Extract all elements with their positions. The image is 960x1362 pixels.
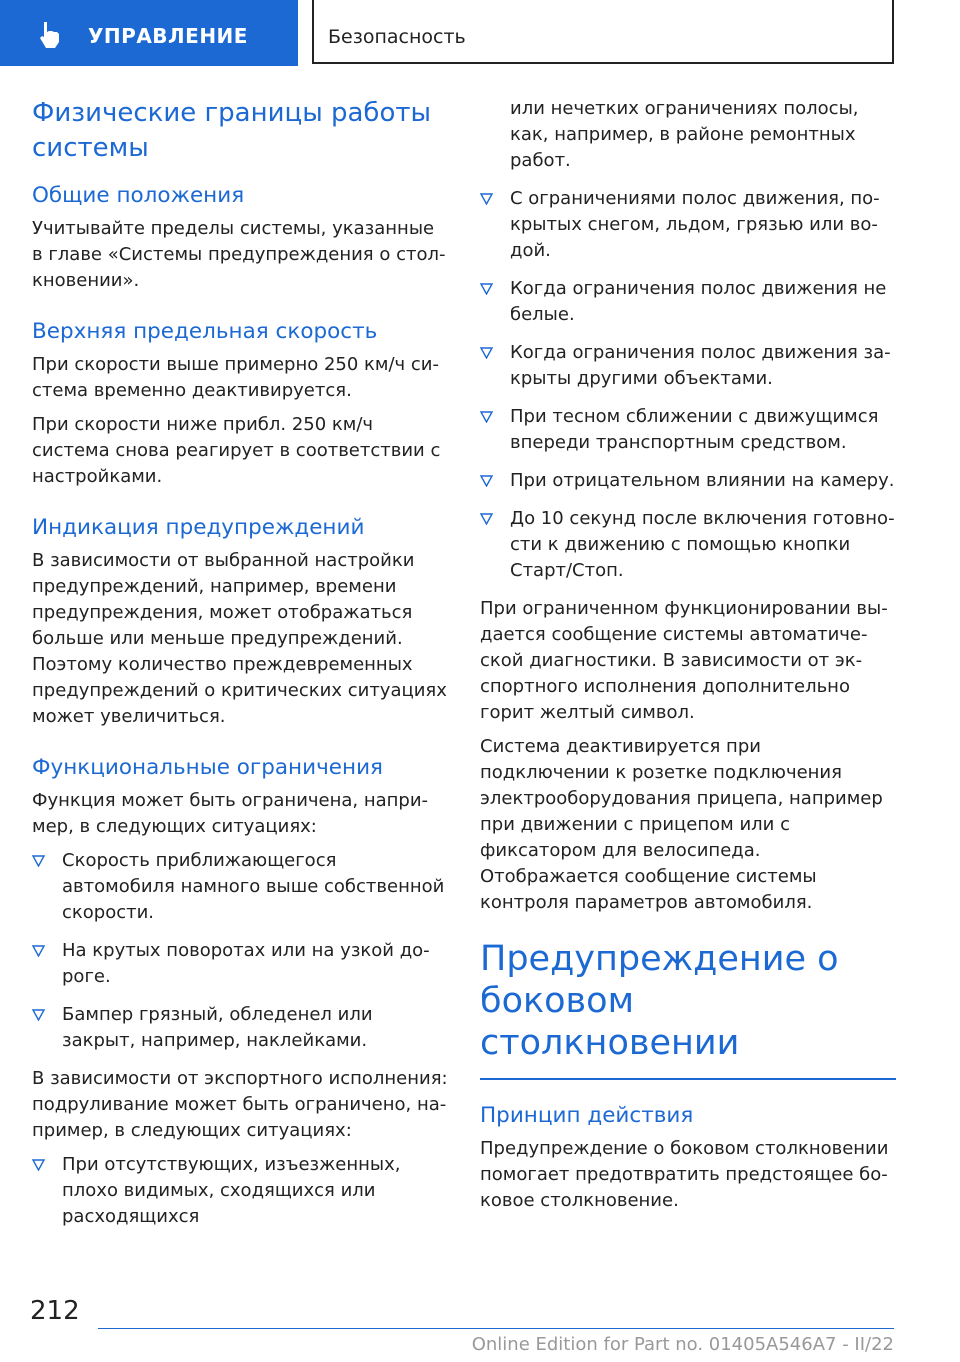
page-number: 212 [30,1296,80,1326]
list-item [32,1002,448,1054]
subheading-warnings: Индикация предупреждений [32,515,365,540]
paragraph-speed-above: При скорости выше примерно 250 км/ч система временно деактивируется. [32,354,440,401]
list-item-text: Бампер грязный, обледенел или закрыт, например, наклейками. [62,1004,373,1051]
paragraph-diagnostics: При ограниченном функционировании выдается сообщение системы автоматической диагностики. В зависимости от экспортного исполнения дополнительно горит желтый символ. [480,598,888,723]
left-column [32,96,448,1242]
list-item-text: С ограничениями полос движения, покрытых снегом, льдом, грязью или водой. [510,188,880,261]
list-item [32,848,448,926]
list-item-text: Скорость приближающегося автомобиля намного выше собственной скорости. [62,850,445,923]
subheading-general: Общие положения [32,183,245,208]
list-item-continuation: или нечетких ограничениях полосы, как, например, в районе ремонтных работ. [510,98,859,171]
list-item [480,186,896,264]
list-item [32,1152,448,1230]
triangle-bullet-icon [480,347,493,359]
paragraph-trailer: Система деактивируется при подключении к розетке подключения электрооборудования прицепа, например при движении с прицепом или с фиксатором для велосипеда. Отображается сообщение системы контроля параметров автомобиля. [480,736,883,913]
section-heading-system-limits: Физические границы работы системы [32,98,432,163]
hand-pointer-icon [34,18,66,50]
footer-divider [98,1328,894,1329]
chapter-tab [0,0,298,66]
triangle-bullet-icon [480,283,493,295]
triangle-bullet-icon [480,411,493,423]
list-item-text: При отрицательном влиянии на камеру. [510,470,895,491]
list-item-text: При отсутствующих, изъезженных, плохо видимых, сходящихся или расходящихся [62,1154,401,1227]
paragraph-general: Учитывайте пределы системы, указанные в главе «Системы предупреждения о столкновении». [32,218,446,291]
paragraph-warnings: В зависимости от выбранной настройки предупреждений, например, времени предупреждения, может отображаться больше или меньше предупреждений. Поэтому количество преждевременных предупреждений о критических ситуациях может увеличиться. [32,550,447,727]
list-item [480,404,896,456]
footer-edition-text: Online Edition for Part no. 01405A546A7 - II/22 [471,1334,894,1355]
triangle-bullet-icon [32,1159,45,1171]
paragraph-steering-intro: В зависимости от экспортного исполнения: подруливание может быть ограничено, например, в следующих ситуациях: [32,1068,448,1141]
section-title: Безопасность [328,26,466,48]
list-item-text: Когда ограничения полос движения не белые. [510,278,887,325]
list-item [480,506,896,584]
subheading-principle: Принцип действия [480,1103,694,1128]
triangle-bullet-icon [480,193,493,205]
list-item [480,340,896,392]
list-item-text: При тесном сближении с движущимся впереди транспортным средством. [510,406,879,453]
subheading-limitations: Функциональные ограничения [32,755,383,780]
list-item [480,468,896,494]
title-divider [480,1078,896,1080]
triangle-bullet-icon [32,1009,45,1021]
right-column [480,96,896,1222]
paragraph-limitations-intro: Функция может быть ограничена, например, в следующих ситуациях: [32,790,429,837]
subheading-upper-speed: Верхняя предельная скорость [32,319,378,344]
triangle-bullet-icon [32,855,45,867]
paragraph-speed-below: При скорости ниже прибл. 250 км/ч система снова реагирует в соответствии с настройками. [32,414,441,487]
list-item-text: На крутых поворотах или на узкой дороге. [62,940,430,987]
list-item-text: До 10 секунд после включения готовности к движению с помощью кнопки Старт/Стоп. [510,508,895,581]
triangle-bullet-icon [480,475,493,487]
paragraph-principle: Предупреждение о боковом столкновении помогает предотвратить предстоящее боковое столкновение. [480,1138,889,1211]
list-item [480,276,896,328]
triangle-bullet-icon [480,513,493,525]
section-header [312,0,894,64]
chapter-tab-label: УПРАВЛЕНИЕ [88,24,248,48]
list-item [32,938,448,990]
list-item-text: Когда ограничения полос движения закрыты другими объектами. [510,342,891,389]
triangle-bullet-icon [32,945,45,957]
section-heading-side-collision: Предупреждение о боковом столкновении [480,939,839,1063]
